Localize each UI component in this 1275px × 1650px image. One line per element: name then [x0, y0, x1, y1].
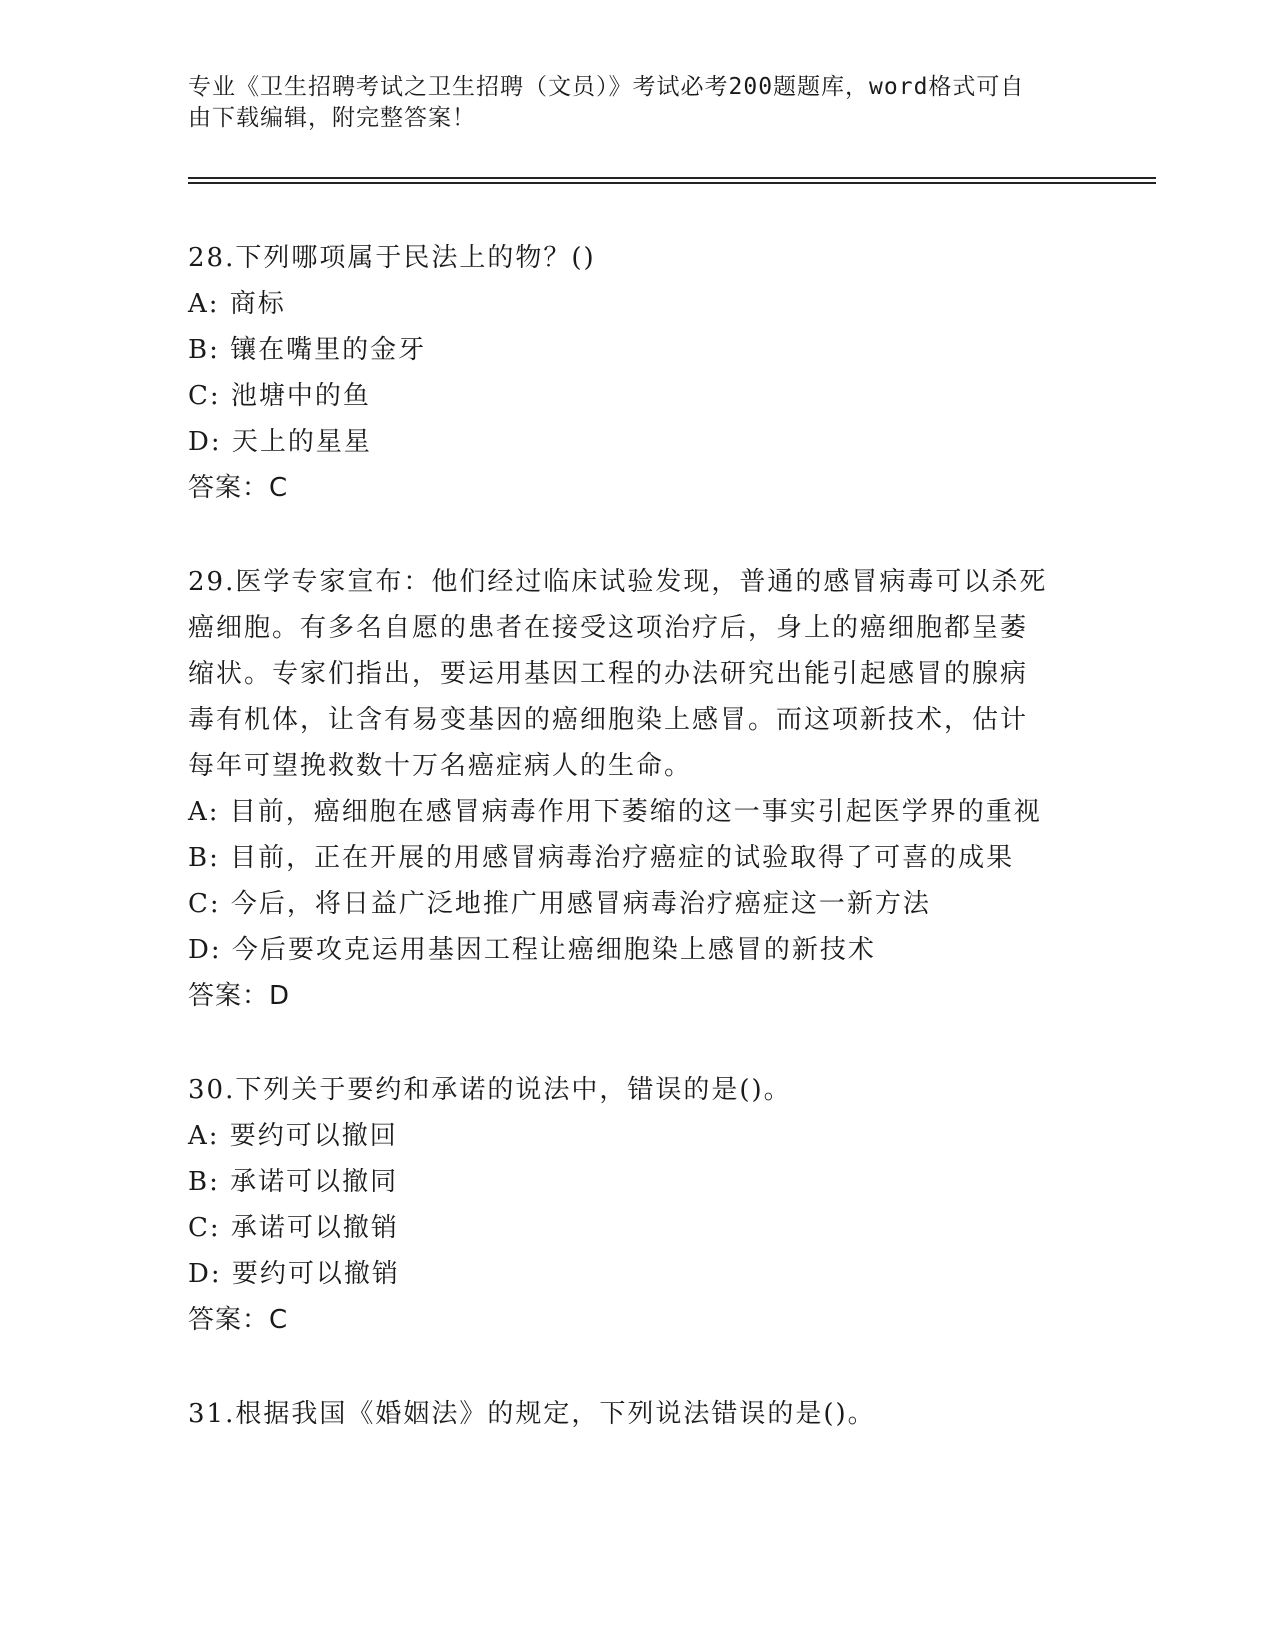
- question-29: [188, 559, 1088, 1019]
- header-divider-bottom: [188, 182, 1156, 184]
- header-divider-top: [188, 177, 1156, 179]
- question-stem-line-3: 缩状。专家们指出，要运用基因工程的办法研究出能引起感冒的腺病: [188, 659, 1029, 689]
- question-stem-line-2: 癌细胞。有多名自愿的患者在接受这项治疗后，身上的癌细胞都呈萎: [188, 613, 1029, 643]
- header-line-1: 专业《卫生招聘考试之卫生招聘（文员）》考试必考200题题库，word格式可自: [188, 74, 1025, 100]
- option-d: D: 要约可以撤销: [188, 1259, 400, 1289]
- option-d: D: 天上的星星: [188, 427, 372, 457]
- option-c: C: 承诺可以撤销: [188, 1213, 399, 1243]
- spacer: [188, 1019, 1088, 1067]
- option-a: A: 商标: [188, 289, 286, 319]
- question-stem-line-1: 29.医学专家宣布：他们经过临床试验发现，普通的感冒病毒可以杀死: [188, 567, 1048, 597]
- option-b: B: 目前，正在开展的用感冒病毒治疗癌症的试验取得了可喜的成果: [188, 843, 1015, 873]
- answer: 答案：C: [188, 1305, 289, 1335]
- option-c: C: 今后，将日益广泛地推广用感冒病毒治疗癌症这一新方法: [188, 889, 931, 919]
- document-header: [188, 72, 1068, 134]
- option-a: A: 目前，癌细胞在感冒病毒作用下萎缩的这一事实引起医学界的重视: [188, 797, 1042, 827]
- question-stem-line-4: 毒有机体，让含有易变基因的癌细胞染上感冒。而这项新技术，估计: [188, 705, 1029, 735]
- spacer: [188, 511, 1088, 559]
- question-stem: 28.下列哪项属于民法上的物？(): [188, 243, 596, 273]
- question-stem: 31.根据我国《婚姻法》的规定，下列说法错误的是()。: [188, 1399, 876, 1429]
- option-d: D: 今后要攻克运用基因工程让癌细胞染上感冒的新技术: [188, 935, 876, 965]
- option-b: B: 承诺可以撤同: [188, 1167, 399, 1197]
- option-b: B: 镶在嘴里的金牙: [188, 335, 427, 365]
- answer: 答案：D: [188, 981, 291, 1011]
- answer: 答案：C: [188, 473, 289, 503]
- question-stem-line-5: 每年可望挽救数十万名癌症病人的生命。: [188, 751, 693, 781]
- option-a: A: 要约可以撤回: [188, 1121, 398, 1151]
- option-c: C: 池塘中的鱼: [188, 381, 371, 411]
- question-28: [188, 235, 1088, 511]
- question-stem: 30.下列关于要约和承诺的说法中，错误的是()。: [188, 1075, 792, 1105]
- question-30: [188, 1067, 1088, 1343]
- header-line-2: 由下载编辑，附完整答案！: [188, 105, 476, 131]
- question-31: [188, 1391, 1088, 1437]
- spacer: [188, 1343, 1088, 1391]
- question-list: [188, 235, 1088, 1437]
